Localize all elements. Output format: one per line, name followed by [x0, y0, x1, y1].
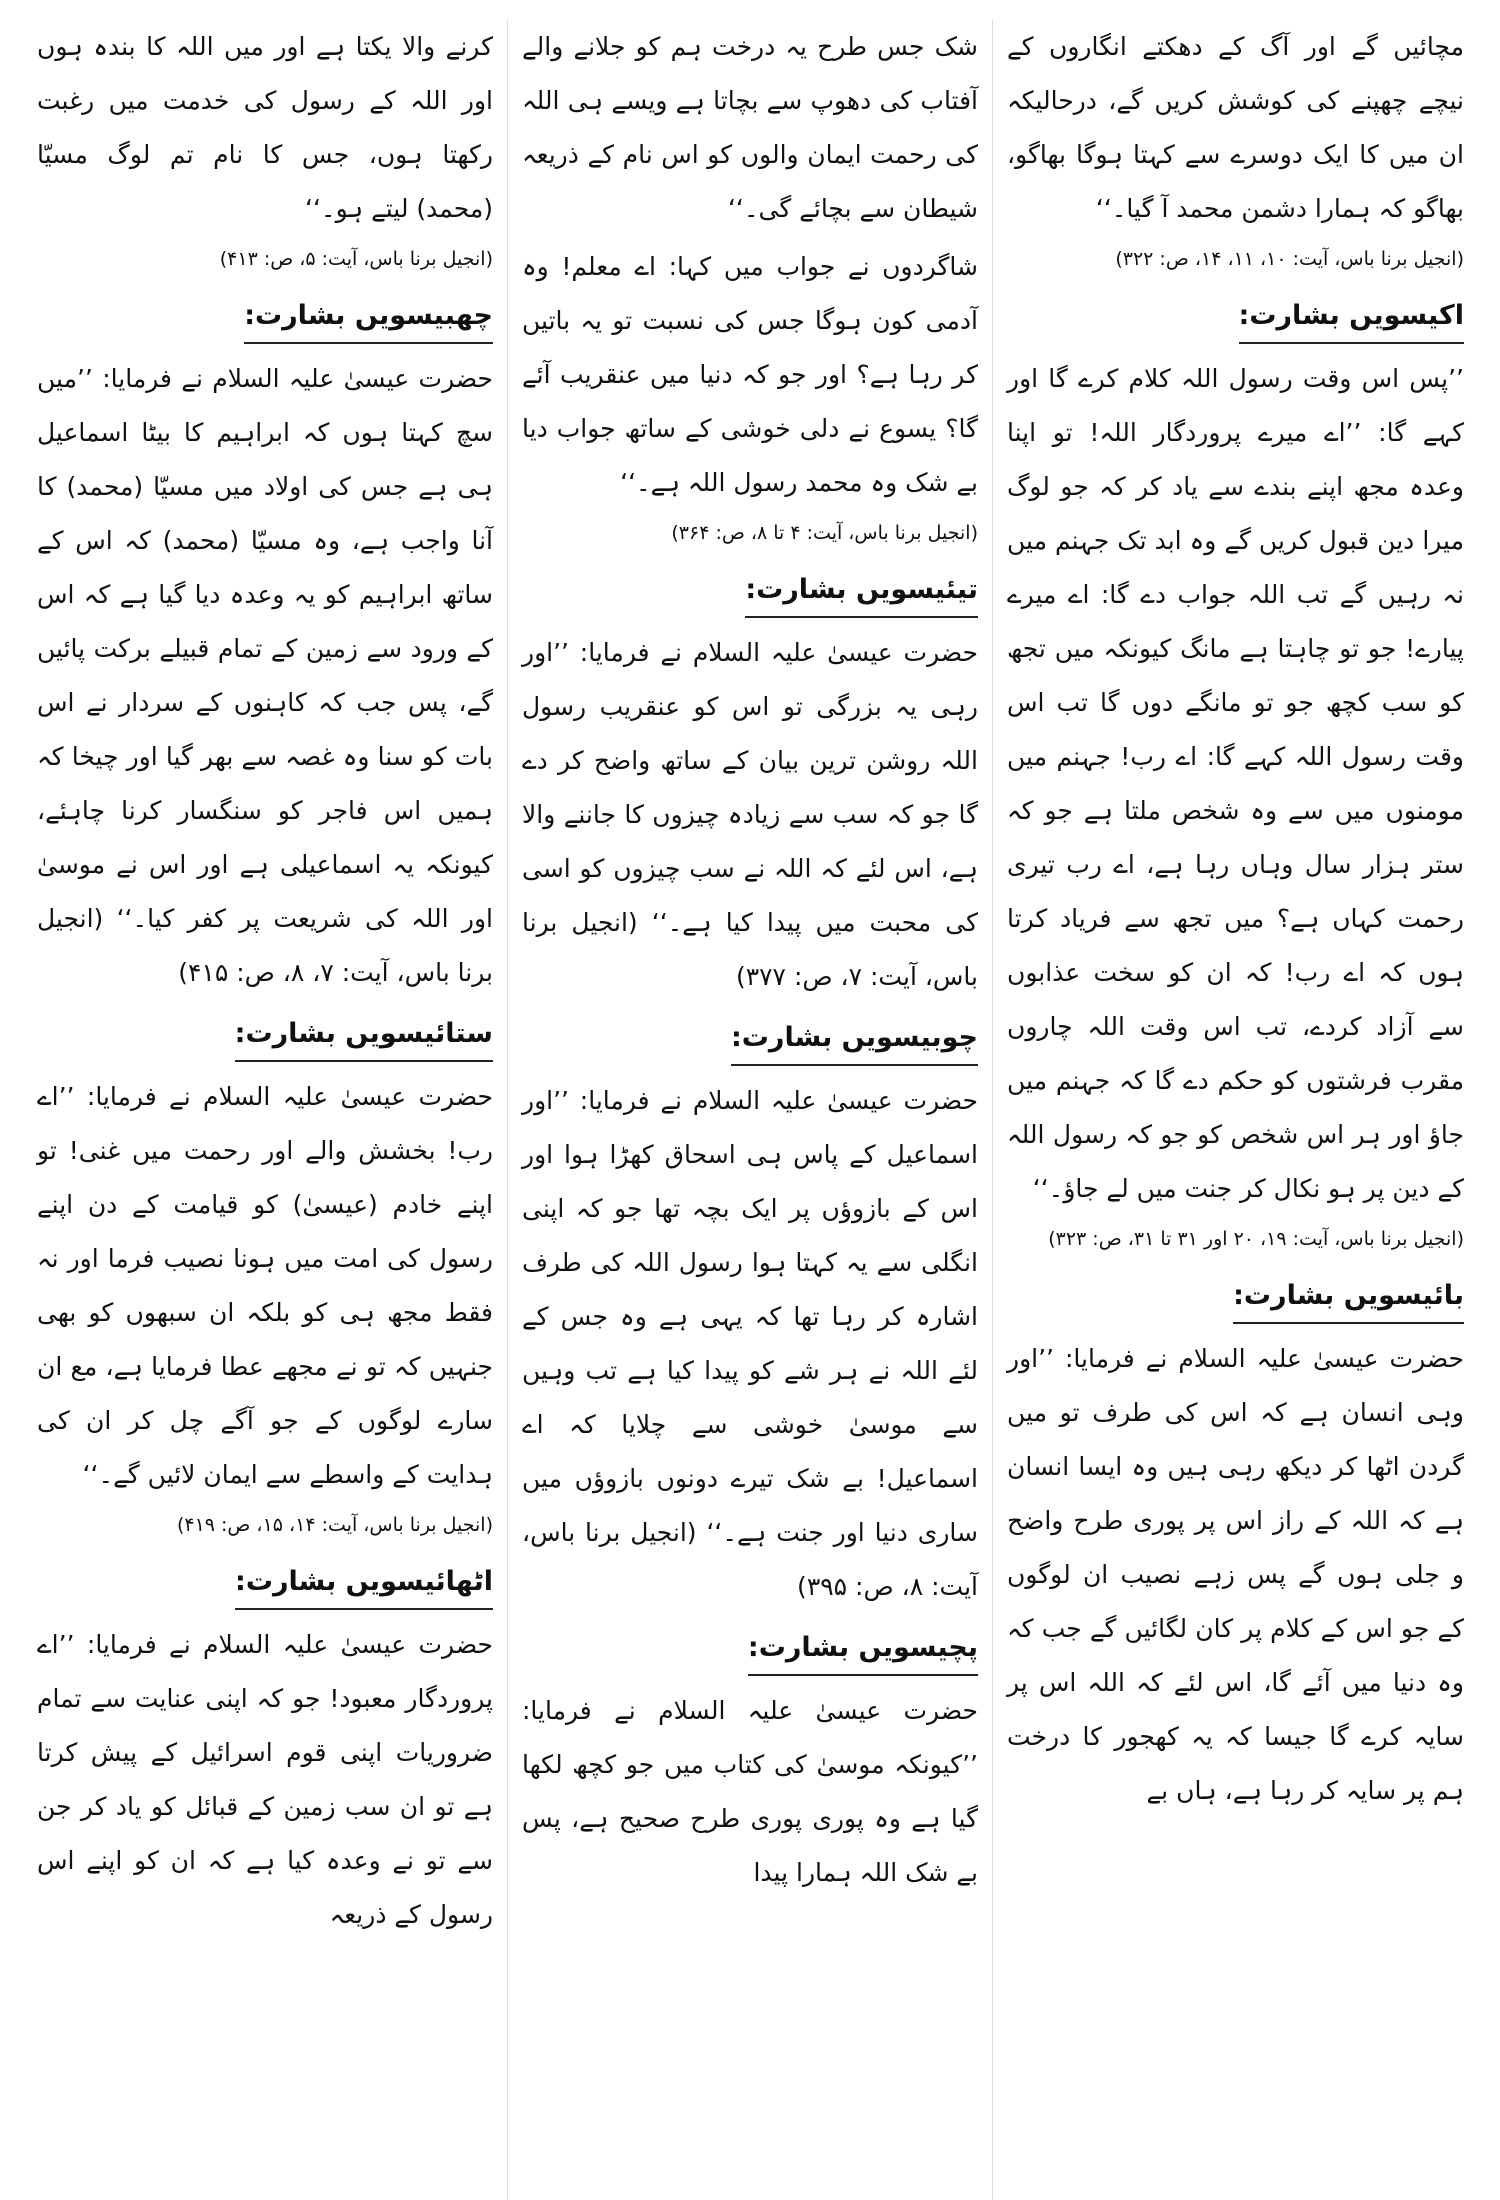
paragraph: حضرت عیسیٰ علیہ السلام نے فرمایا: ’’اے رب! بخشش والے اور رحمت میں غنی! تو اپنے خادم (عیسیٰ) کو قیامت کے دن اپنے رسول کی امت میں ہونا نصیب فرما اور نہ فقط مجھ ہی کو بلکہ ان سبھوں کو بھی جنہیں کہ تو نے مجھے عطا فرمایا ہے، مع ان سارے لوگوں کے جو آگے چل کر ان کی ہدایت کے واسطے سے ایمان لائیں گے۔‘‘ [37, 1082, 493, 1489]
reference-citation: (انجیل برنا باس، آیت: ۱۴، ۱۵، ص: ۴۱۹) [176, 1514, 493, 1536]
text-column-left [23, 20, 508, 2200]
paragraph: ’’پس اس وقت رسول اللہ کلام کرے گا اور کہے گا: ’’اے میرے پروردگار اللہ! تو اپنا وعدہ مجھ اپنے بندے سے یاد کر کہ جو لوگ میرا دین قبول کریں گے وہ ابد تک جہنم میں نہ رہیں گے تب اللہ جواب دے گا: اے میرے پیارے! جو تو چاہتا ہے مانگ کیونکہ میں تجھ کو سب کچھ جو تو مانگے دوں گا تب اس وقت رسول اللہ کہے گا: اے رب! جہنم میں مومنوں میں سے وہ شخص ملتا ہے جو کہ ستر ہزار سال وہاں رہا ہے، اے رب تیری رحمت کہاں ہے؟ میں تجھ سے فریاد کرتا ہوں کہ اے رب! کہ ان کو سخت عذابوں سے آزاد کردے، تب اس وقت اللہ چاروں مقرب فرشتوں کو حکم دے گا کہ جہنم میں جاؤ اور ہر اس شخص کو جو کہ رسول اللہ کے دین پر ہو نکال کر جنت میں لے جاؤ۔‘‘ [1007, 364, 1464, 1203]
section-heading-wrap [37, 1552, 493, 1618]
paragraph: حضرت عیسیٰ علیہ السلام نے فرمایا: ’’اور وہی انسان ہے کہ اس کی طرف تو میں گردن اٹھا کر دیکھ رہی ہیں وہ ایسا انسان ہے کہ اللہ کے راز اس پر پوری طرح واضح و جلی ہوں گے پس زہے نصیب ان لوگوں کے جو اس کے کلام پر کان لگائیں گے جب کہ وہ دنیا میں آئے گا، اس لئے کہ اللہ اس پر سایہ کرے گا جیسا کہ یہ کھجور کا درخت ہم پر سایہ کر رہا ہے، ہاں بے [1007, 1344, 1464, 1805]
paragraph: حضرت عیسیٰ علیہ السلام نے فرمایا: ’’اے پروردگار معبود! جو کہ اپنی عنایت سے تمام ضروریات اپنی قوم اسرائیل کے پیش کرتا ہے تو ان سب زمین کے قبائل کو یاد کر جن سے تو نے وعدہ کیا ہے کہ ان کو اپنے اس رسول کے ذریعہ [37, 1630, 493, 1929]
paragraph: حضرت عیسیٰ علیہ السلام نے فرمایا: ’’میں سچ کہتا ہوں کہ ابراہیم کا بیٹا اسماعیل ہی ہے جس کی اولاد میں مسیّا (محمد) کا آنا واجب ہے، وہ مسیّا (محمد) کہ اس کے ساتھ ابراہیم کو یہ وعدہ دیا گیا ہے کہ اس کے ورود سے زمین کے تمام قبیلے برکت پائیں گے، پس جب کہ کاہنوں کے سردار نے اس بات کو سنا وہ غصہ سے بھر گیا اور چیخا کہ ہمیں اس فاجر کو سنگسار کرنا چاہئے، کیونکہ یہ اسماعیلی ہے اور اس نے موسیٰ اور اللہ کی شریعت پر کفر کیا۔‘‘ (انجیل برنا باس، آیت: ۷، ۸، ص: ۴۱۵) [37, 364, 493, 987]
paragraph: حضرت عیسیٰ علیہ السلام نے فرمایا: ’’اور رہی یہ بزرگی تو اس کو عنقریب رسول اللہ روشن ترین بیان کے ساتھ واضح کر دے گا جو کہ سب سے زیادہ چیزوں کا جاننے والا ہے، اس لئے کہ اللہ نے سب چیزوں کو اسی کی محبت میں پیدا کیا ہے۔‘‘ (انجیل برنا باس، آیت: ۷، ص: ۳۷۷) [522, 638, 978, 991]
reference-citation: (انجیل برنا باس، آیت: ۵، ص: ۴۱۳) [219, 248, 493, 270]
paragraph: شاگردوں نے جواب میں کہا: اے معلم! وہ آدمی کون ہوگا جس کی نسبت تو یہ باتیں کر رہا ہے؟ اور جو کہ دنیا میں عنقریب آئے گا؟ یسوع نے دلی خوشی کے ساتھ جواب دیا بے شک وہ محمد رسول اللہ ہے۔‘‘ [522, 252, 978, 497]
section-heading-wrap [1007, 1266, 1464, 1332]
section-heading-wrap [522, 1008, 978, 1074]
paragraph: مچائیں گے اور آگ کے دھکتے انگاروں کے نیچے چھپنے کی کوشش کریں گے، درحالیکہ ان میں کا ایک دوسرے سے کہتا ہوگا بھاگو، بھاگو کہ ہمارا دشمن محمد آ گیا۔‘‘ [1007, 32, 1464, 223]
paragraph: شک جس طرح یہ درخت ہم کو جلانے والے آفتاب کی دھوپ سے بچاتا ہے ویسے ہی اللہ کی رحمت ایمان والوں کو اس نام کے ذریعہ شیطان سے بچائے گی۔‘‘ [522, 32, 978, 223]
reference-citation: (انجیل برنا باس، آیت: ۴ تا ۸، ص: ۳۶۴) [671, 522, 978, 544]
section-heading: چھبیسویں بشارت: [244, 292, 493, 344]
section-heading: ستائیسویں بشارت: [235, 1010, 493, 1062]
section-heading-wrap [37, 1004, 493, 1070]
section-heading-wrap [1007, 286, 1464, 352]
paragraph: حضرت عیسیٰ علیہ السلام نے فرمایا: ’’کیونکہ موسیٰ کی کتاب میں جو کچھ لکھا گیا ہے وہ پوری پوری طرح صحیح ہے، پس بے شک اللہ ہمارا پیدا [522, 1696, 978, 1887]
reference-citation: (انجیل برنا باس، آیت: ۱۹، ۲۰ اور ۳۱ تا ۳۱، ص: ۳۲۳) [1048, 1228, 1464, 1250]
section-heading: چوبیسویں بشارت: [731, 1014, 978, 1066]
section-heading-wrap [522, 560, 978, 626]
text-column-middle [508, 20, 993, 2200]
section-heading: تیئیسویں بشارت: [745, 566, 978, 618]
section-heading: پچیسویں بشارت: [748, 1624, 978, 1676]
section-heading: اکیسویں بشارت: [1239, 292, 1464, 344]
section-heading: اٹھائیسویں بشارت: [235, 1558, 493, 1610]
paragraph: حضرت عیسیٰ علیہ السلام نے فرمایا: ’’اور اسماعیل کے پاس ہی اسحاق کھڑا ہوا اور اس کے بازوؤں پر ایک بچہ تھا جو کہ اپنی انگلی سے یہ کہتا ہوا رسول اللہ کی طرف اشارہ کر رہا تھا کہ یہی ہے وہ جس کے لئے اللہ نے ہر شے کو پیدا کیا ہے تب وہیں سے موسیٰ خوشی سے چلایا کہ اے اسماعیل! بے شک تیرے دونوں بازوؤں میں ساری دنیا اور جنت ہے۔‘‘ (انجیل برنا باس، آیت: ۸، ص: ۳۹۵) [522, 1086, 978, 1601]
reference-citation: (انجیل برنا باس، آیت: ۱۰، ۱۱، ۱۴، ص: ۳۲۲) [1115, 248, 1464, 270]
section-heading-wrap [37, 286, 493, 352]
text-column-right [993, 20, 1478, 2200]
section-heading: بائیسویں بشارت: [1233, 1272, 1464, 1324]
section-heading-wrap [522, 1618, 978, 1684]
paragraph: کرنے والا یکتا ہے اور میں اللہ کا بندہ ہوں اور اللہ کے رسول کی خدمت میں رغبت رکھتا ہوں، جس کا نام تم لوگ مسیّا (محمد) لیتے ہو۔‘‘ [37, 32, 493, 223]
